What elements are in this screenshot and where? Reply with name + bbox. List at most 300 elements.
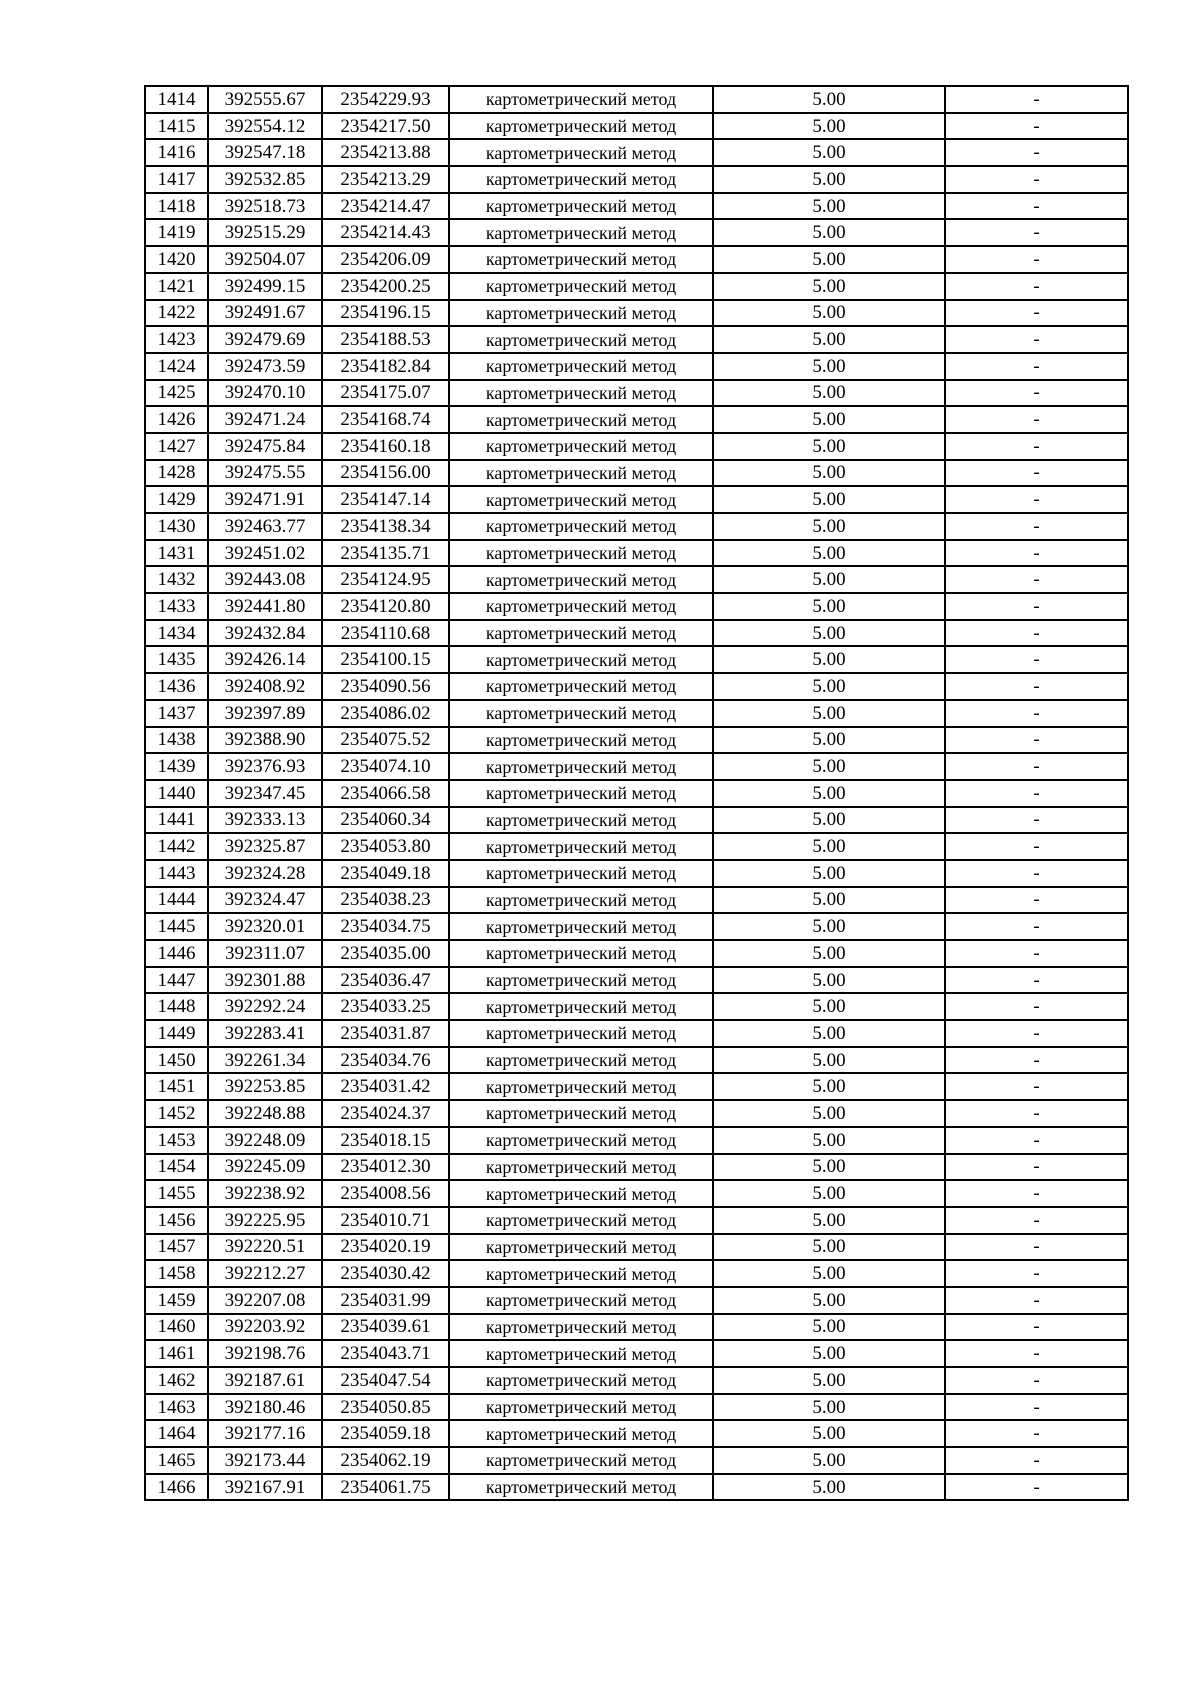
- point-number-cell: 1436: [145, 673, 208, 700]
- method-cell: картометрический метод: [449, 940, 713, 967]
- y-coordinate-cell: 2354043.71: [322, 1340, 449, 1367]
- table-row: [145, 1447, 1128, 1474]
- y-coordinate-cell: 2354188.53: [322, 326, 449, 353]
- description-cell: -: [945, 1394, 1128, 1421]
- point-number-cell: 1458: [145, 1260, 208, 1287]
- table-row: [145, 513, 1128, 540]
- x-coordinate-cell: 392441.80: [208, 593, 322, 620]
- y-coordinate-cell: 2354213.29: [322, 166, 449, 193]
- method-cell: картометрический метод: [449, 166, 713, 193]
- x-coordinate-cell: 392408.92: [208, 673, 322, 700]
- table-row: [145, 193, 1128, 220]
- precision-cell: 5.00: [713, 940, 945, 967]
- x-coordinate-cell: 392443.08: [208, 566, 322, 593]
- precision-cell: 5.00: [713, 460, 945, 487]
- method-cell: картометрический метод: [449, 1073, 713, 1100]
- point-number-cell: 1446: [145, 940, 208, 967]
- point-number-cell: 1461: [145, 1340, 208, 1367]
- point-number-cell: 1463: [145, 1394, 208, 1421]
- table-row: [145, 1020, 1128, 1047]
- table-row: [145, 1180, 1128, 1207]
- description-cell: -: [945, 113, 1128, 140]
- method-cell: картометрический метод: [449, 887, 713, 914]
- description-cell: -: [945, 406, 1128, 433]
- y-coordinate-cell: 2354160.18: [322, 433, 449, 460]
- description-cell: -: [945, 833, 1128, 860]
- description-cell: -: [945, 1420, 1128, 1447]
- table-row: [145, 406, 1128, 433]
- x-coordinate-cell: 392311.07: [208, 940, 322, 967]
- description-cell: -: [945, 913, 1128, 940]
- x-coordinate-cell: 392207.08: [208, 1287, 322, 1314]
- x-coordinate-cell: 392324.47: [208, 887, 322, 914]
- y-coordinate-cell: 2354090.56: [322, 673, 449, 700]
- y-coordinate-cell: 2354047.54: [322, 1367, 449, 1394]
- precision-cell: 5.00: [713, 166, 945, 193]
- precision-cell: 5.00: [713, 1154, 945, 1181]
- point-number-cell: 1465: [145, 1447, 208, 1474]
- description-cell: -: [945, 700, 1128, 727]
- point-number-cell: 1448: [145, 993, 208, 1020]
- table-row: [145, 1073, 1128, 1100]
- coordinates-table-body: [145, 86, 1128, 1500]
- method-cell: картометрический метод: [449, 1207, 713, 1234]
- table-row: [145, 273, 1128, 300]
- y-coordinate-cell: 2354217.50: [322, 113, 449, 140]
- table-row: [145, 1127, 1128, 1154]
- x-coordinate-cell: 392212.27: [208, 1260, 322, 1287]
- y-coordinate-cell: 2354034.75: [322, 913, 449, 940]
- method-cell: картометрический метод: [449, 540, 713, 567]
- point-number-cell: 1444: [145, 887, 208, 914]
- method-cell: картометрический метод: [449, 620, 713, 647]
- description-cell: -: [945, 1180, 1128, 1207]
- description-cell: -: [945, 1207, 1128, 1234]
- point-number-cell: 1460: [145, 1314, 208, 1341]
- point-number-cell: 1424: [145, 353, 208, 380]
- table-row: [145, 1234, 1128, 1261]
- method-cell: картометрический метод: [449, 993, 713, 1020]
- method-cell: картометрический метод: [449, 753, 713, 780]
- point-number-cell: 1415: [145, 113, 208, 140]
- method-cell: картометрический метод: [449, 1340, 713, 1367]
- x-coordinate-cell: 392301.88: [208, 967, 322, 994]
- description-cell: -: [945, 486, 1128, 513]
- precision-cell: 5.00: [713, 566, 945, 593]
- table-row: [145, 1207, 1128, 1234]
- method-cell: картометрический метод: [449, 1180, 713, 1207]
- table-row: [145, 540, 1128, 567]
- y-coordinate-cell: 2354061.75: [322, 1474, 449, 1501]
- table-row: [145, 1260, 1128, 1287]
- y-coordinate-cell: 2354213.88: [322, 139, 449, 166]
- x-coordinate-cell: 392203.92: [208, 1314, 322, 1341]
- description-cell: -: [945, 887, 1128, 914]
- description-cell: -: [945, 193, 1128, 220]
- x-coordinate-cell: 392180.46: [208, 1394, 322, 1421]
- table-row: [145, 1154, 1128, 1181]
- table-row: [145, 860, 1128, 887]
- description-cell: -: [945, 1260, 1128, 1287]
- method-cell: картометрический метод: [449, 300, 713, 327]
- precision-cell: 5.00: [713, 1020, 945, 1047]
- precision-cell: 5.00: [713, 139, 945, 166]
- precision-cell: 5.00: [713, 700, 945, 727]
- point-number-cell: 1431: [145, 540, 208, 567]
- y-coordinate-cell: 2354018.15: [322, 1127, 449, 1154]
- method-cell: картометрический метод: [449, 1127, 713, 1154]
- description-cell: -: [945, 1340, 1128, 1367]
- y-coordinate-cell: 2354031.99: [322, 1287, 449, 1314]
- y-coordinate-cell: 2354020.19: [322, 1234, 449, 1261]
- table-row: [145, 1340, 1128, 1367]
- x-coordinate-cell: 392225.95: [208, 1207, 322, 1234]
- description-cell: -: [945, 219, 1128, 246]
- x-coordinate-cell: 392283.41: [208, 1020, 322, 1047]
- method-cell: картометрический метод: [449, 566, 713, 593]
- description-cell: -: [945, 540, 1128, 567]
- x-coordinate-cell: 392475.55: [208, 460, 322, 487]
- method-cell: картометрический метод: [449, 193, 713, 220]
- table-row: [145, 246, 1128, 273]
- point-number-cell: 1422: [145, 300, 208, 327]
- precision-cell: 5.00: [713, 1207, 945, 1234]
- description-cell: -: [945, 433, 1128, 460]
- point-number-cell: 1423: [145, 326, 208, 353]
- x-coordinate-cell: 392325.87: [208, 833, 322, 860]
- table-row: [145, 219, 1128, 246]
- y-coordinate-cell: 2354168.74: [322, 406, 449, 433]
- precision-cell: 5.00: [713, 193, 945, 220]
- method-cell: картометрический метод: [449, 860, 713, 887]
- y-coordinate-cell: 2354147.14: [322, 486, 449, 513]
- table-row: [145, 1367, 1128, 1394]
- method-cell: картометрический метод: [449, 833, 713, 860]
- y-coordinate-cell: 2354214.47: [322, 193, 449, 220]
- method-cell: картометрический метод: [449, 1420, 713, 1447]
- y-coordinate-cell: 2354033.25: [322, 993, 449, 1020]
- method-cell: картометрический метод: [449, 86, 713, 113]
- point-number-cell: 1454: [145, 1154, 208, 1181]
- point-number-cell: 1440: [145, 780, 208, 807]
- table-row: [145, 113, 1128, 140]
- x-coordinate-cell: 392463.77: [208, 513, 322, 540]
- x-coordinate-cell: 392547.18: [208, 139, 322, 166]
- method-cell: картометрический метод: [449, 593, 713, 620]
- method-cell: картометрический метод: [449, 246, 713, 273]
- y-coordinate-cell: 2354135.71: [322, 540, 449, 567]
- precision-cell: 5.00: [713, 1420, 945, 1447]
- x-coordinate-cell: 392479.69: [208, 326, 322, 353]
- y-coordinate-cell: 2354053.80: [322, 833, 449, 860]
- y-coordinate-cell: 2354060.34: [322, 807, 449, 834]
- precision-cell: 5.00: [713, 486, 945, 513]
- precision-cell: 5.00: [713, 1260, 945, 1287]
- precision-cell: 5.00: [713, 433, 945, 460]
- point-number-cell: 1414: [145, 86, 208, 113]
- table-row: [145, 460, 1128, 487]
- point-number-cell: 1445: [145, 913, 208, 940]
- precision-cell: 5.00: [713, 807, 945, 834]
- y-coordinate-cell: 2354024.37: [322, 1100, 449, 1127]
- x-coordinate-cell: 392320.01: [208, 913, 322, 940]
- point-number-cell: 1452: [145, 1100, 208, 1127]
- method-cell: картометрический метод: [449, 460, 713, 487]
- table-row: [145, 433, 1128, 460]
- method-cell: картометрический метод: [449, 646, 713, 673]
- x-coordinate-cell: 392471.91: [208, 486, 322, 513]
- precision-cell: 5.00: [713, 967, 945, 994]
- method-cell: картометрический метод: [449, 326, 713, 353]
- point-number-cell: 1455: [145, 1180, 208, 1207]
- description-cell: -: [945, 1020, 1128, 1047]
- x-coordinate-cell: 392198.76: [208, 1340, 322, 1367]
- method-cell: картометрический метод: [449, 1260, 713, 1287]
- table-row: [145, 993, 1128, 1020]
- y-coordinate-cell: 2354110.68: [322, 620, 449, 647]
- x-coordinate-cell: 392555.67: [208, 86, 322, 113]
- y-coordinate-cell: 2354206.09: [322, 246, 449, 273]
- precision-cell: 5.00: [713, 353, 945, 380]
- point-number-cell: 1435: [145, 646, 208, 673]
- y-coordinate-cell: 2354010.71: [322, 1207, 449, 1234]
- x-coordinate-cell: 392554.12: [208, 113, 322, 140]
- point-number-cell: 1442: [145, 833, 208, 860]
- x-coordinate-cell: 392388.90: [208, 727, 322, 754]
- description-cell: -: [945, 1127, 1128, 1154]
- table-row: [145, 593, 1128, 620]
- method-cell: картометрический метод: [449, 1314, 713, 1341]
- point-number-cell: 1430: [145, 513, 208, 540]
- table-row: [145, 1474, 1128, 1501]
- x-coordinate-cell: 392292.24: [208, 993, 322, 1020]
- description-cell: -: [945, 139, 1128, 166]
- table-row: [145, 1047, 1128, 1074]
- x-coordinate-cell: 392451.02: [208, 540, 322, 567]
- x-coordinate-cell: 392470.10: [208, 380, 322, 407]
- method-cell: картометрический метод: [449, 1020, 713, 1047]
- table-row: [145, 353, 1128, 380]
- x-coordinate-cell: 392238.92: [208, 1180, 322, 1207]
- y-coordinate-cell: 2354075.52: [322, 727, 449, 754]
- precision-cell: 5.00: [713, 246, 945, 273]
- precision-cell: 5.00: [713, 993, 945, 1020]
- x-coordinate-cell: 392167.91: [208, 1474, 322, 1501]
- precision-cell: 5.00: [713, 727, 945, 754]
- precision-cell: 5.00: [713, 1474, 945, 1501]
- point-number-cell: 1420: [145, 246, 208, 273]
- x-coordinate-cell: 392471.24: [208, 406, 322, 433]
- precision-cell: 5.00: [713, 113, 945, 140]
- method-cell: картометрический метод: [449, 1394, 713, 1421]
- precision-cell: 5.00: [713, 593, 945, 620]
- table-row: [145, 780, 1128, 807]
- precision-cell: 5.00: [713, 540, 945, 567]
- description-cell: -: [945, 646, 1128, 673]
- y-coordinate-cell: 2354038.23: [322, 887, 449, 914]
- point-number-cell: 1453: [145, 1127, 208, 1154]
- method-cell: картометрический метод: [449, 406, 713, 433]
- table-row: [145, 1420, 1128, 1447]
- x-coordinate-cell: 392173.44: [208, 1447, 322, 1474]
- precision-cell: 5.00: [713, 1127, 945, 1154]
- y-coordinate-cell: 2354156.00: [322, 460, 449, 487]
- method-cell: картометрический метод: [449, 727, 713, 754]
- method-cell: картометрический метод: [449, 1287, 713, 1314]
- x-coordinate-cell: 392324.28: [208, 860, 322, 887]
- x-coordinate-cell: 392515.29: [208, 219, 322, 246]
- point-number-cell: 1462: [145, 1367, 208, 1394]
- description-cell: -: [945, 273, 1128, 300]
- description-cell: -: [945, 1047, 1128, 1074]
- description-cell: -: [945, 753, 1128, 780]
- method-cell: картометрический метод: [449, 380, 713, 407]
- precision-cell: 5.00: [713, 1073, 945, 1100]
- description-cell: -: [945, 780, 1128, 807]
- table-row: [145, 566, 1128, 593]
- description-cell: -: [945, 166, 1128, 193]
- method-cell: картометрический метод: [449, 1234, 713, 1261]
- table-row: [145, 1394, 1128, 1421]
- description-cell: -: [945, 593, 1128, 620]
- point-number-cell: 1447: [145, 967, 208, 994]
- table-row: [145, 727, 1128, 754]
- method-cell: картометрический метод: [449, 139, 713, 166]
- x-coordinate-cell: 392518.73: [208, 193, 322, 220]
- precision-cell: 5.00: [713, 753, 945, 780]
- y-coordinate-cell: 2354049.18: [322, 860, 449, 887]
- precision-cell: 5.00: [713, 219, 945, 246]
- description-cell: -: [945, 620, 1128, 647]
- precision-cell: 5.00: [713, 1234, 945, 1261]
- x-coordinate-cell: 392248.88: [208, 1100, 322, 1127]
- y-coordinate-cell: 2354030.42: [322, 1260, 449, 1287]
- description-cell: -: [945, 940, 1128, 967]
- table-row: [145, 753, 1128, 780]
- precision-cell: 5.00: [713, 1100, 945, 1127]
- method-cell: картометрический метод: [449, 1474, 713, 1501]
- y-coordinate-cell: 2354050.85: [322, 1394, 449, 1421]
- x-coordinate-cell: 392432.84: [208, 620, 322, 647]
- x-coordinate-cell: 392220.51: [208, 1234, 322, 1261]
- description-cell: -: [945, 967, 1128, 994]
- method-cell: картометрический метод: [449, 700, 713, 727]
- point-number-cell: 1459: [145, 1287, 208, 1314]
- y-coordinate-cell: 2354008.56: [322, 1180, 449, 1207]
- description-cell: -: [945, 86, 1128, 113]
- precision-cell: 5.00: [713, 1314, 945, 1341]
- description-cell: -: [945, 300, 1128, 327]
- y-coordinate-cell: 2354062.19: [322, 1447, 449, 1474]
- point-number-cell: 1451: [145, 1073, 208, 1100]
- table-row: [145, 1314, 1128, 1341]
- precision-cell: 5.00: [713, 326, 945, 353]
- x-coordinate-cell: 392177.16: [208, 1420, 322, 1447]
- method-cell: картометрический метод: [449, 433, 713, 460]
- method-cell: картометрический метод: [449, 1100, 713, 1127]
- description-cell: -: [945, 993, 1128, 1020]
- point-number-cell: 1437: [145, 700, 208, 727]
- point-number-cell: 1438: [145, 727, 208, 754]
- point-number-cell: 1466: [145, 1474, 208, 1501]
- x-coordinate-cell: 392376.93: [208, 753, 322, 780]
- table-row: [145, 326, 1128, 353]
- x-coordinate-cell: 392397.89: [208, 700, 322, 727]
- point-number-cell: 1417: [145, 166, 208, 193]
- x-coordinate-cell: 392248.09: [208, 1127, 322, 1154]
- table-row: [145, 620, 1128, 647]
- method-cell: картометрический метод: [449, 513, 713, 540]
- table-row: [145, 300, 1128, 327]
- x-coordinate-cell: 392347.45: [208, 780, 322, 807]
- x-coordinate-cell: 392333.13: [208, 807, 322, 834]
- precision-cell: 5.00: [713, 1287, 945, 1314]
- table-row: [145, 166, 1128, 193]
- x-coordinate-cell: 392253.85: [208, 1073, 322, 1100]
- y-coordinate-cell: 2354059.18: [322, 1420, 449, 1447]
- point-number-cell: 1456: [145, 1207, 208, 1234]
- description-cell: -: [945, 326, 1128, 353]
- precision-cell: 5.00: [713, 1180, 945, 1207]
- precision-cell: 5.00: [713, 1447, 945, 1474]
- precision-cell: 5.00: [713, 887, 945, 914]
- description-cell: -: [945, 1234, 1128, 1261]
- precision-cell: 5.00: [713, 380, 945, 407]
- description-cell: -: [945, 566, 1128, 593]
- precision-cell: 5.00: [713, 673, 945, 700]
- method-cell: картометрический метод: [449, 1367, 713, 1394]
- description-cell: -: [945, 513, 1128, 540]
- point-number-cell: 1457: [145, 1234, 208, 1261]
- method-cell: картометрический метод: [449, 1154, 713, 1181]
- table-row: [145, 913, 1128, 940]
- y-coordinate-cell: 2354034.76: [322, 1047, 449, 1074]
- precision-cell: 5.00: [713, 1394, 945, 1421]
- y-coordinate-cell: 2354035.00: [322, 940, 449, 967]
- point-number-cell: 1426: [145, 406, 208, 433]
- table-row: [145, 807, 1128, 834]
- y-coordinate-cell: 2354175.07: [322, 380, 449, 407]
- y-coordinate-cell: 2354196.15: [322, 300, 449, 327]
- precision-cell: 5.00: [713, 860, 945, 887]
- x-coordinate-cell: 392475.84: [208, 433, 322, 460]
- method-cell: картометрический метод: [449, 219, 713, 246]
- method-cell: картометрический метод: [449, 113, 713, 140]
- table-row: [145, 646, 1128, 673]
- precision-cell: 5.00: [713, 833, 945, 860]
- y-coordinate-cell: 2354036.47: [322, 967, 449, 994]
- y-coordinate-cell: 2354138.34: [322, 513, 449, 540]
- method-cell: картометрический метод: [449, 486, 713, 513]
- precision-cell: 5.00: [713, 620, 945, 647]
- x-coordinate-cell: 392491.67: [208, 300, 322, 327]
- coordinates-table: [144, 85, 1129, 1501]
- description-cell: -: [945, 860, 1128, 887]
- y-coordinate-cell: 2354100.15: [322, 646, 449, 673]
- table-row: [145, 86, 1128, 113]
- precision-cell: 5.00: [713, 86, 945, 113]
- y-coordinate-cell: 2354031.42: [322, 1073, 449, 1100]
- table-row: [145, 833, 1128, 860]
- precision-cell: 5.00: [713, 513, 945, 540]
- description-cell: -: [945, 1367, 1128, 1394]
- description-cell: -: [945, 460, 1128, 487]
- table-row: [145, 486, 1128, 513]
- y-coordinate-cell: 2354214.43: [322, 219, 449, 246]
- method-cell: картометрический метод: [449, 353, 713, 380]
- point-number-cell: 1449: [145, 1020, 208, 1047]
- precision-cell: 5.00: [713, 1367, 945, 1394]
